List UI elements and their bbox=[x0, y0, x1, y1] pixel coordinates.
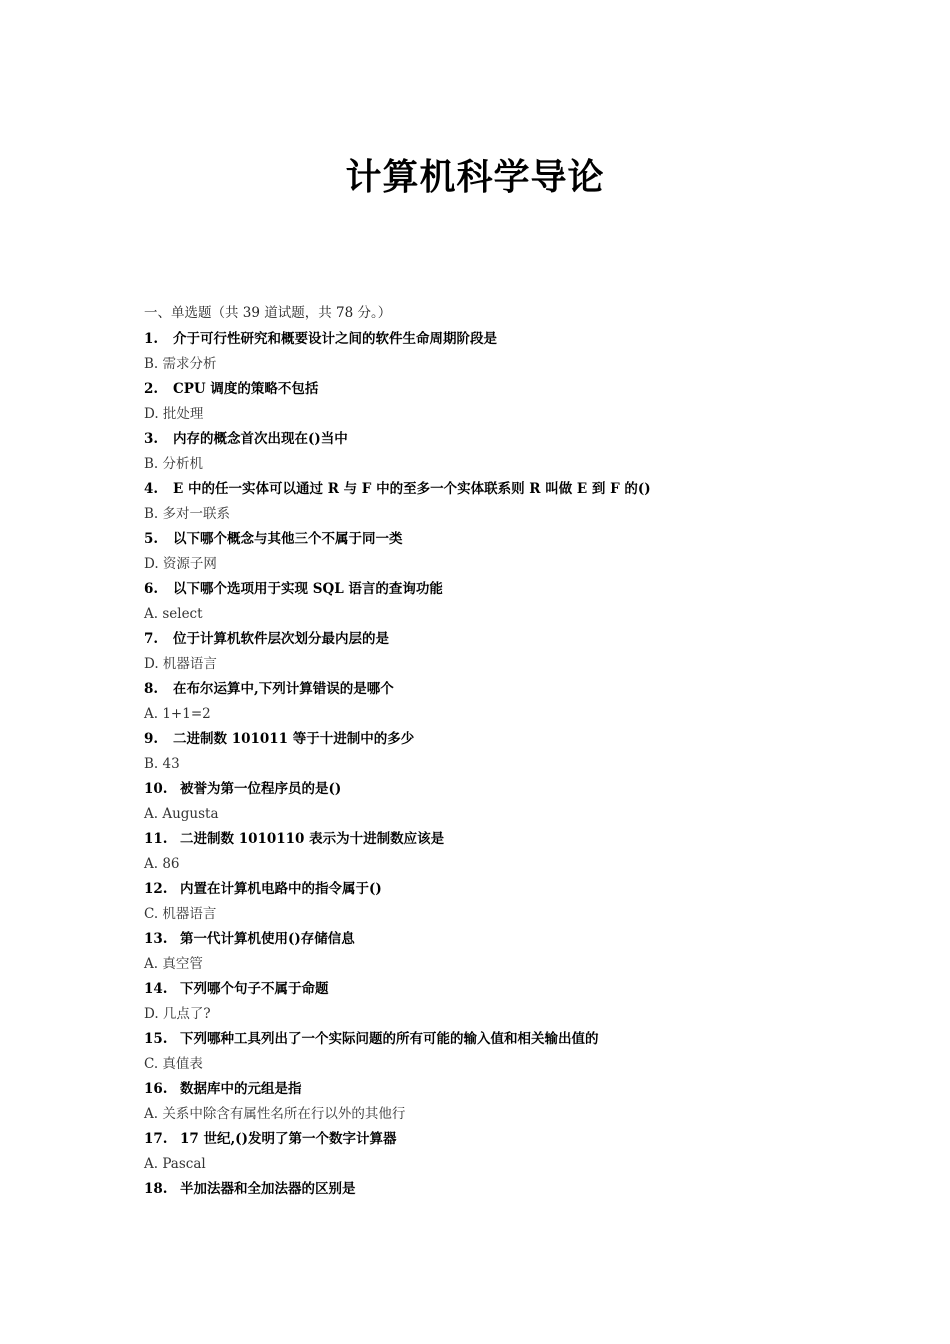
answer-text: D. 机器语言 bbox=[144, 656, 217, 672]
question-number: 2. bbox=[144, 381, 159, 397]
question-text: 半加法器和全加法器的区别是 bbox=[180, 1181, 356, 1197]
question-number: 18. bbox=[144, 1181, 168, 1197]
question-text: 17 世纪,()发明了第一个数字计算器 bbox=[180, 1131, 397, 1147]
question-number: 8. bbox=[144, 681, 159, 697]
question-item bbox=[144, 328, 844, 353]
question-text: 位于计算机软件层次划分最内层的是 bbox=[173, 631, 389, 647]
answer-text: A. 86 bbox=[144, 856, 180, 872]
answer-text: A. select bbox=[144, 606, 203, 622]
section-heading: 一、单选题（共 39 道试题，共 78 分。） bbox=[144, 305, 392, 321]
question-text: 二进制数 1010110 表示为十进制数应该是 bbox=[180, 831, 445, 847]
question-text: 以下哪个概念与其他三个不属于同一类 bbox=[173, 531, 403, 547]
question-item bbox=[144, 478, 844, 503]
answer-text: D. 资源子网 bbox=[144, 556, 217, 572]
question-item bbox=[144, 828, 844, 853]
question-item bbox=[144, 878, 844, 903]
question-number: 5. bbox=[144, 531, 159, 547]
question-number: 10. bbox=[144, 781, 168, 797]
question-number: 7. bbox=[144, 631, 159, 647]
question-item bbox=[144, 978, 844, 1003]
answer-text: D. 批处理 bbox=[144, 406, 204, 422]
question-item bbox=[144, 1178, 844, 1203]
question-number: 3. bbox=[144, 431, 159, 447]
question-number: 13. bbox=[144, 931, 168, 947]
question-text: 下列哪种工具列出了一个实际问题的所有可能的输入值和相关输出值的 bbox=[180, 1031, 599, 1047]
question-item bbox=[144, 378, 844, 403]
question-text: 内存的概念首次出现在()当中 bbox=[173, 431, 348, 447]
question-text: 以下哪个选项用于实现 SQL 语言的查询功能 bbox=[173, 581, 443, 597]
answer-text: D. 几点了? bbox=[144, 1006, 211, 1022]
question-item bbox=[144, 628, 844, 653]
question-item bbox=[144, 728, 844, 753]
question-text: CPU 调度的策略不包括 bbox=[173, 381, 319, 397]
question-item bbox=[144, 578, 844, 603]
question-text: 下列哪个句子不属于命题 bbox=[180, 981, 329, 997]
question-text: 被誉为第一位程序员的是() bbox=[180, 781, 342, 797]
question-item bbox=[144, 1128, 844, 1153]
question-text: 数据库中的元组是指 bbox=[180, 1081, 302, 1097]
question-number: 16. bbox=[144, 1081, 168, 1097]
answer-text: C. 真值表 bbox=[144, 1056, 203, 1072]
question-number: 9. bbox=[144, 731, 159, 747]
answer-text: A. 关系中除含有属性名所在行以外的其他行 bbox=[144, 1106, 406, 1122]
answer-text: B. 分析机 bbox=[144, 456, 204, 472]
question-text: 内置在计算机电路中的指令属于() bbox=[180, 881, 382, 897]
question-text: 第一代计算机使用()存储信息 bbox=[180, 931, 355, 947]
question-text: E 中的任一实体可以通过 R 与 F 中的至多一个实体联系则 R 叫做 E 到 F 的() bbox=[173, 481, 651, 497]
question-number: 11. bbox=[144, 831, 168, 847]
question-item bbox=[144, 1078, 844, 1103]
question-text: 二进制数 101011 等于十进制中的多少 bbox=[173, 731, 415, 747]
question-item bbox=[144, 928, 844, 953]
question-text: 在布尔运算中,下列计算错误的是哪个 bbox=[173, 681, 394, 697]
question-list bbox=[144, 328, 844, 1203]
answer-text: B. 43 bbox=[144, 756, 180, 772]
answer-text: A. 1+1=2 bbox=[144, 706, 211, 722]
question-item bbox=[144, 528, 844, 553]
question-number: 1. bbox=[144, 331, 159, 347]
question-number: 14. bbox=[144, 981, 168, 997]
question-number: 15. bbox=[144, 1031, 168, 1047]
answer-text: A. 真空管 bbox=[144, 956, 203, 972]
question-text: 介于可行性研究和概要设计之间的软件生命周期阶段是 bbox=[173, 331, 497, 347]
question-item bbox=[144, 678, 844, 703]
question-item bbox=[144, 778, 844, 803]
answer-text: A. Pascal bbox=[144, 1156, 206, 1172]
document-title: 计算机科学导论 bbox=[345, 156, 605, 198]
question-number: 6. bbox=[144, 581, 159, 597]
answer-text: B. 多对一联系 bbox=[144, 506, 231, 522]
answer-text: B. 需求分析 bbox=[144, 356, 217, 372]
question-number: 12. bbox=[144, 881, 168, 897]
question-number: 17. bbox=[144, 1131, 168, 1147]
answer-text: C. 机器语言 bbox=[144, 906, 217, 922]
answer-text: A. Augusta bbox=[144, 806, 219, 822]
question-number: 4. bbox=[144, 481, 159, 497]
question-item bbox=[144, 428, 844, 453]
question-item bbox=[144, 1028, 844, 1053]
